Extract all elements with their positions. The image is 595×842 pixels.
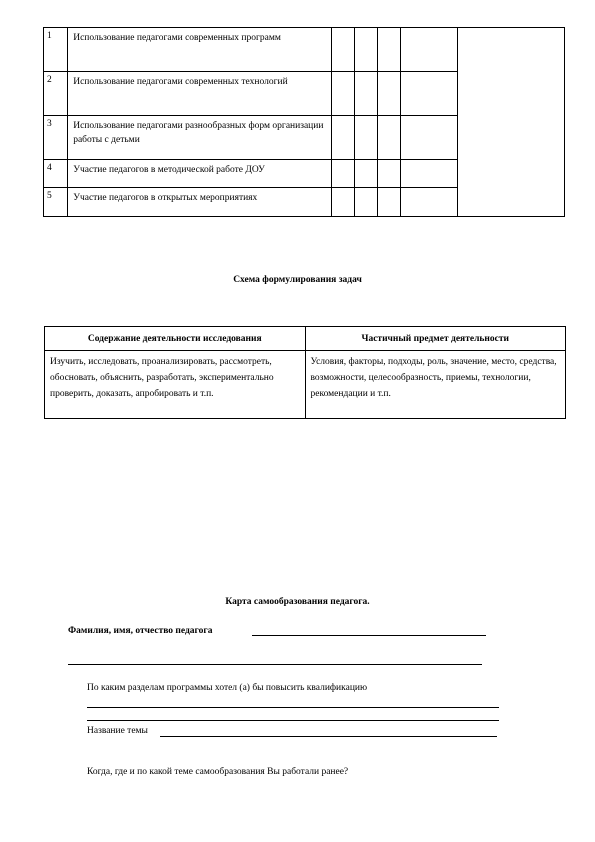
criteria-table xyxy=(43,27,565,217)
table-header-row xyxy=(45,327,566,351)
row-text: Участие педагогов в методической работе ДОУ xyxy=(68,160,332,188)
mark-cell xyxy=(401,160,458,188)
question-previous: Когда, где и по какой теме самообразования Вы работали ранее? xyxy=(87,767,349,777)
mark-cell xyxy=(401,116,458,160)
mark-cell xyxy=(378,160,401,188)
sections-fill-line[interactable] xyxy=(87,707,499,708)
name-label: Фамилия, имя, отчество педагога xyxy=(68,626,213,636)
card-title: Карта самообразования педагога. xyxy=(225,597,370,607)
mark-cell xyxy=(331,116,354,160)
name-fill-line-2[interactable] xyxy=(68,664,482,665)
mark-cell xyxy=(354,188,377,217)
mark-cell xyxy=(331,28,354,72)
mark-cell xyxy=(331,72,354,116)
mark-cell xyxy=(378,72,401,116)
merged-cell xyxy=(457,28,564,217)
table-row xyxy=(45,351,566,419)
row-number: 3 xyxy=(44,116,68,160)
subject-nouns-cell: Условия, факторы, подходы, роль, значение, место, средства, возможности, целесообразность, приемы, технологии, рекомендации и т.п. xyxy=(305,351,566,419)
mark-cell xyxy=(401,28,458,72)
row-number: 4 xyxy=(44,160,68,188)
activity-verbs-cell: Изучить, исследовать, проанализировать, рассмотреть, обосновать, объяснить, разработать, экспериментально проверить, доказать, апробировать и т.п. xyxy=(45,351,306,419)
mark-cell xyxy=(354,116,377,160)
row-text: Использование педагогами современных технологий xyxy=(68,72,332,116)
row-number: 1 xyxy=(44,28,68,72)
sections-fill-line-2[interactable] xyxy=(87,720,499,721)
topic-fill-line[interactable] xyxy=(160,736,497,737)
row-number: 2 xyxy=(44,72,68,116)
column-header-subject: Частичный предмет деятельности xyxy=(305,327,566,351)
mark-cell xyxy=(331,188,354,217)
mark-cell xyxy=(354,72,377,116)
mark-cell xyxy=(331,160,354,188)
row-number: 5 xyxy=(44,188,68,217)
mark-cell xyxy=(401,188,458,217)
mark-cell xyxy=(378,28,401,72)
name-fill-line[interactable] xyxy=(252,635,486,636)
question-sections: По каким разделам программы хотел (а) бы повысить квалификацию xyxy=(87,683,368,693)
table-row xyxy=(44,28,565,72)
mark-cell xyxy=(378,116,401,160)
tasks-scheme-title: Схема формулирования задач xyxy=(233,275,362,285)
row-text: Участие педагогов в открытых мероприятиях xyxy=(68,188,332,217)
row-text: Использование педагогами разнообразных форм организации работы с детьми xyxy=(68,116,332,160)
mark-cell xyxy=(401,72,458,116)
mark-cell xyxy=(354,28,377,72)
mark-cell xyxy=(354,160,377,188)
tasks-table xyxy=(44,326,566,419)
mark-cell xyxy=(378,188,401,217)
row-text: Использование педагогами современных программ xyxy=(68,28,332,72)
topic-label: Название темы xyxy=(87,726,148,736)
column-header-activity: Содержание деятельности исследования xyxy=(45,327,306,351)
